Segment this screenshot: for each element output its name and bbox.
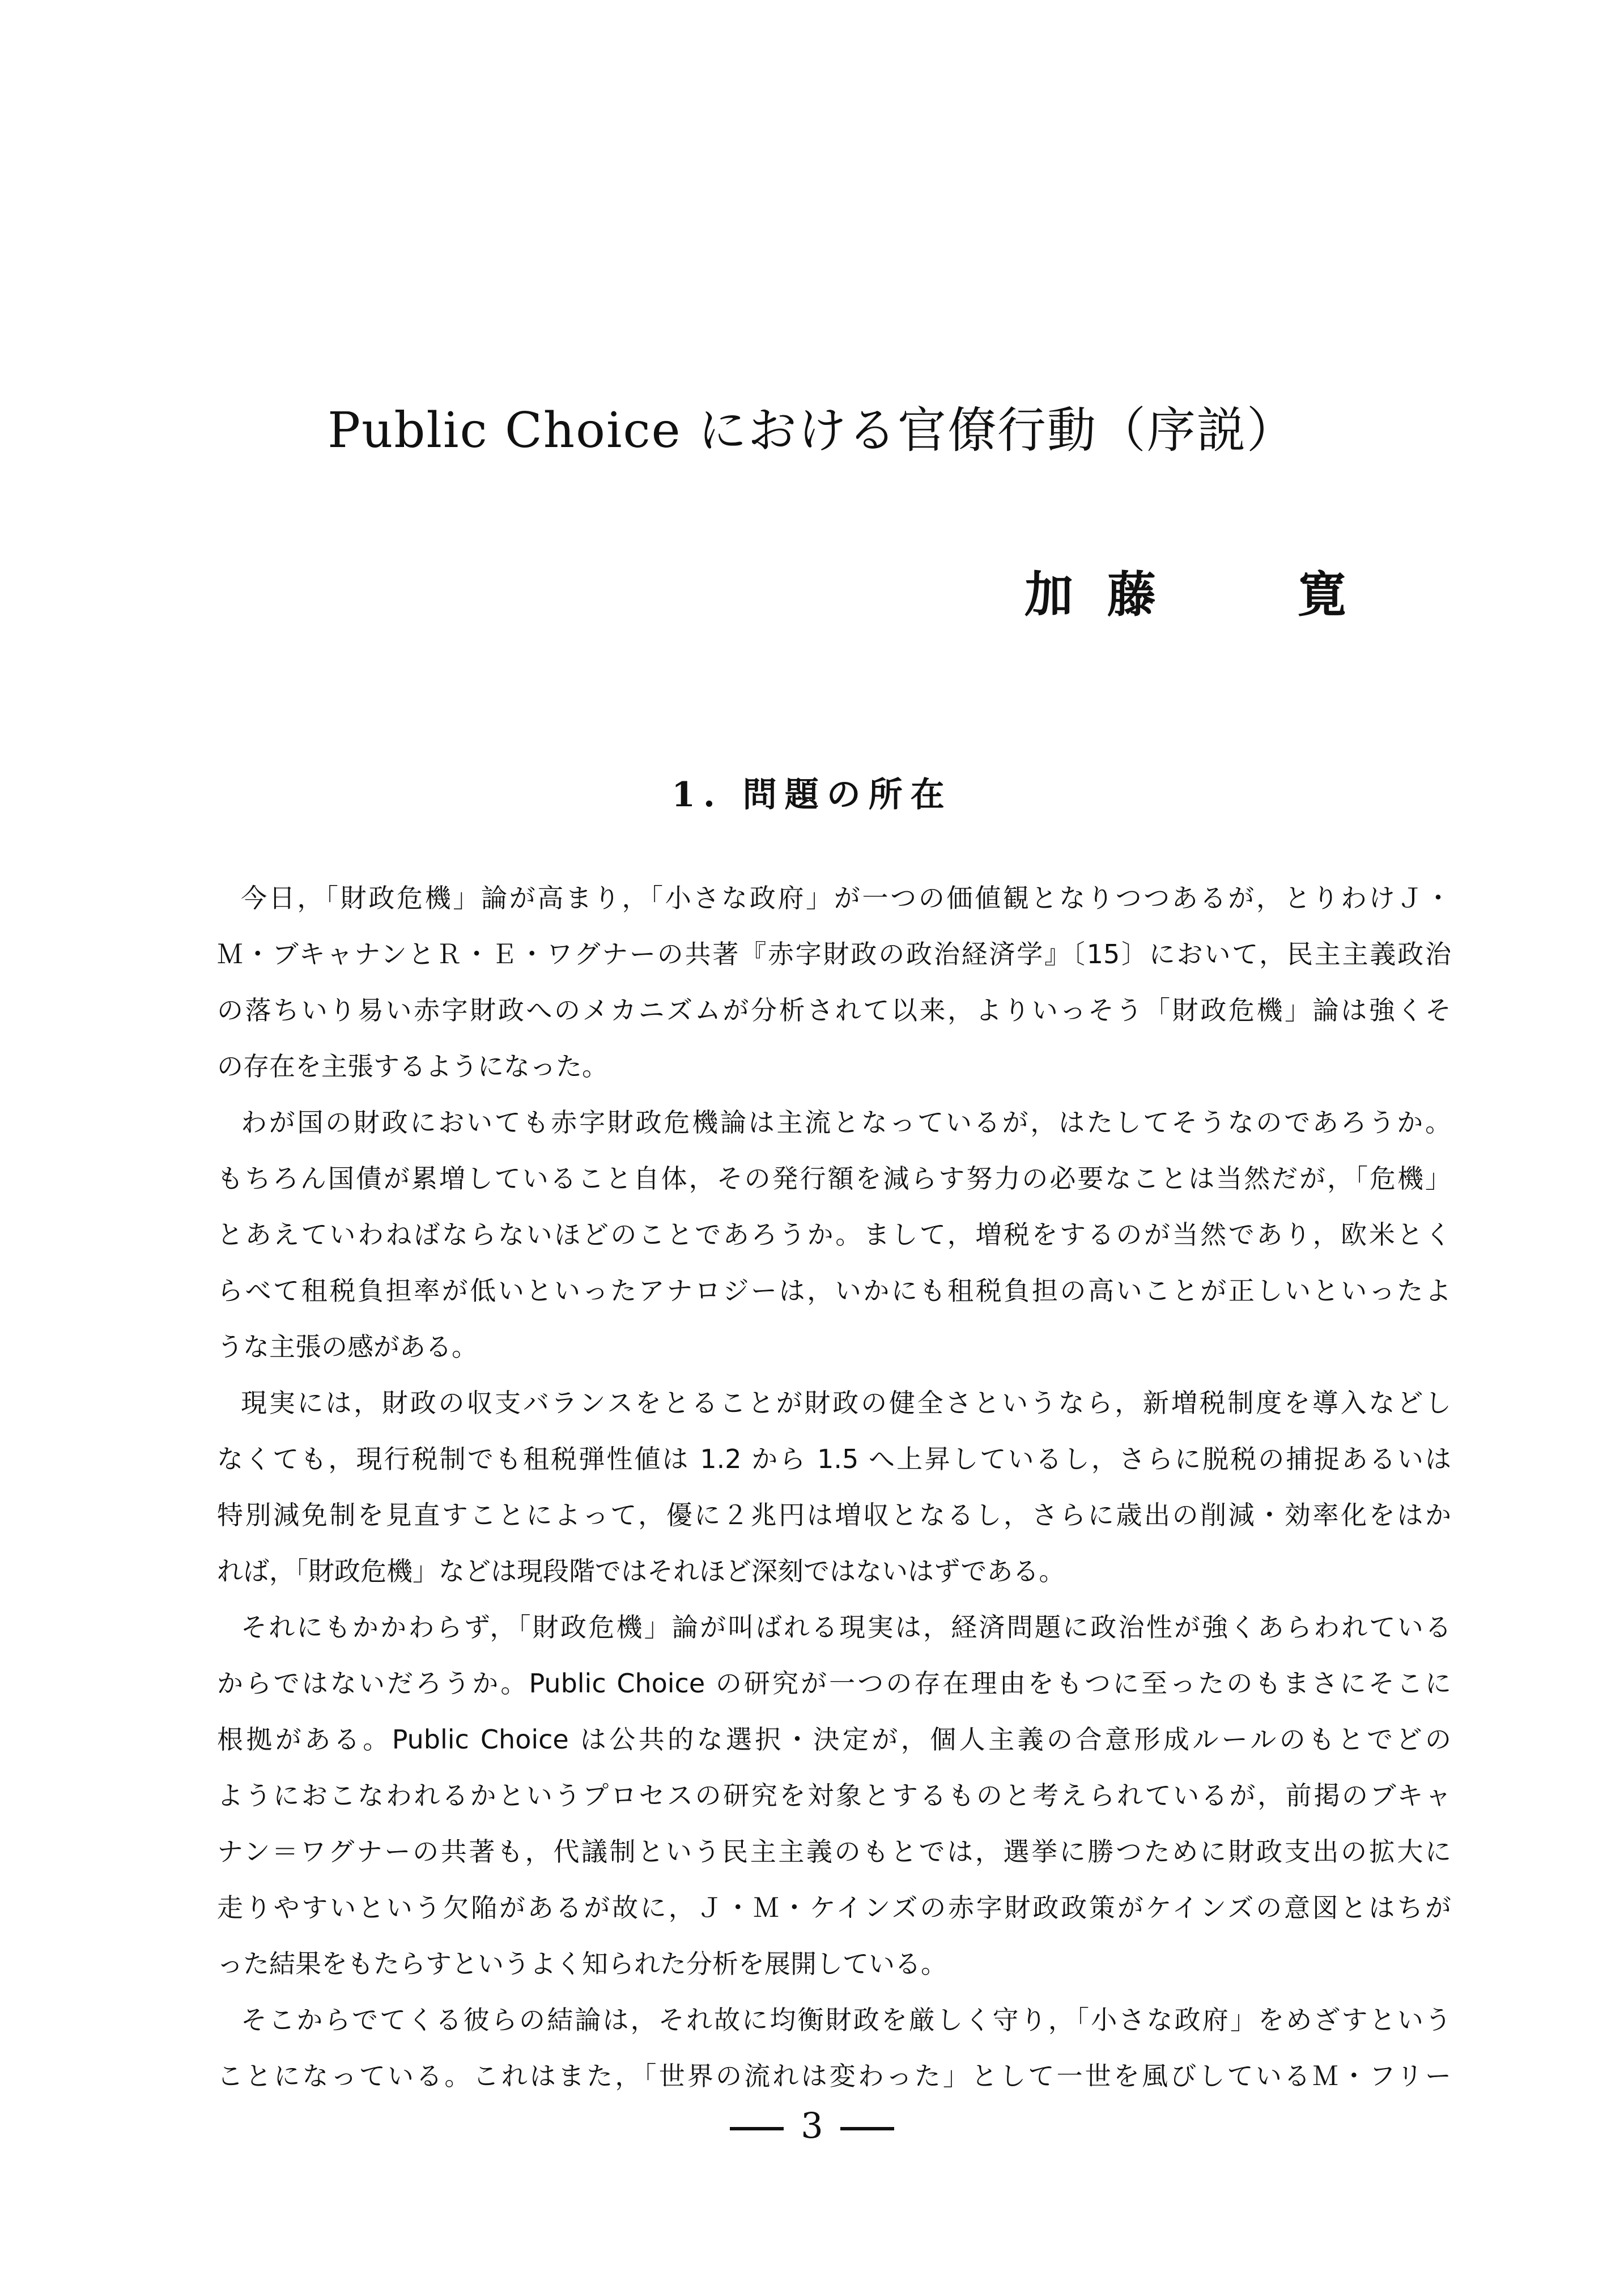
body-line: 今日，「財政危機」論が高まり，「小さな政府」が一つの価値観となりつつあるが，とりわけＪ・: [241, 883, 1451, 913]
page-number-dash-right: [840, 2127, 894, 2130]
body-line: それにもかかわらず，「財政危機」論が叫ばれる現実は，経済問題に政治性が強くあらわれている: [241, 1612, 1451, 1643]
body-line: 現実には，財政の収支バランスをとることが財政の健全さというなら，新増税制度を導入などし: [241, 1388, 1451, 1418]
page-number-dash-left: [730, 2127, 784, 2130]
body-line: Ｍ・ブキャナンとＲ・Ｅ・ワグナーの共著『赤字財政の政治経済学』〔15〕において，民主主義政治: [217, 939, 1451, 969]
author-family-name-2: 藤: [1107, 566, 1156, 623]
paper-title: Public Choice における官僚行動（序説）: [328, 402, 1296, 459]
body-line: わが国の財政においても赤字財政危機論は主流となっているが，はたしてそうなのであろうか。: [241, 1107, 1451, 1138]
body-line: ナン＝ワグナーの共著も，代議制という民主主義のもとでは，選挙に勝つために財政支出の拡大に: [217, 1836, 1451, 1867]
body-line: の落ちいり易い赤字財政へのメカニズムが分析されて以来，よりいっそう「財政危機」論は強くそ: [217, 995, 1451, 1026]
body-line: そこからでてくる彼らの結論は，それ故に均衡財政を厳しく守り，「小さな政府」をめざすという: [241, 2005, 1451, 2035]
body-line: らべて租税負担率が低いといったアナロジーは，いかにも租税負担の高いことが正しいといったよ: [217, 1275, 1452, 1306]
author-family-name-1: 加: [1024, 566, 1073, 623]
body-line: うな主張の感がある。: [217, 1331, 478, 1362]
body-line: 根拠がある。Public Choice は公共的な選択・決定が，個人主義の合意形成ルールのもとでどの: [217, 1724, 1451, 1755]
author-given-name: 寛: [1298, 566, 1346, 623]
body-line: ことになっている。これはまた，「世界の流れは変わった」として一世を風びしているＭ・フリー: [217, 2061, 1451, 2091]
body-line: った結果をもたらすというよく知られた分析を展開している。: [217, 1949, 947, 1979]
author-name: [1024, 555, 1346, 626]
body-line: の存在を主張するようになった。: [217, 1051, 608, 1082]
body-line: なくても，現行税制でも租税弾性値は 1.2 から 1.5 へ上昇しているし，さらに脱税の捕捉あるいは: [217, 1444, 1451, 1474]
section-heading: 1. 問題の所在: [671, 775, 953, 815]
body-line: からではないだろうか。Public Choice の研究が一つの存在理由をもつに至ったのもまさにそこに: [217, 1668, 1451, 1699]
body-line: とあえていわねばならないほどのことであろうか。まして，増税をするのが当然であり，欧米とく: [217, 1219, 1451, 1250]
body-line: 走りやすいという欠陥があるが故に，Ｊ・Ｍ・ケインズの赤字財政政策がケインズの意図とはちが: [217, 1892, 1451, 1923]
page-number-value: 3: [801, 2105, 823, 2146]
body-line: 特別減免制を見直すことによって，優に２兆円は増収となるし，さらに歳出の削減・効率化をはか: [217, 1500, 1451, 1530]
body-line: れば，「財政危機」などは現段階ではそれほど深刻ではないはずである。: [217, 1556, 1065, 1586]
body-line: ようにおこなわれるかというプロセスの研究を対象とするものと考えられているが，前掲のブキャ: [217, 1780, 1451, 1811]
page-number: [0, 2105, 1624, 2146]
body-line: もちろん国債が累増していること自体，その発行額を減らす努力の必要なことは当然だが，「危機」: [217, 1163, 1452, 1194]
